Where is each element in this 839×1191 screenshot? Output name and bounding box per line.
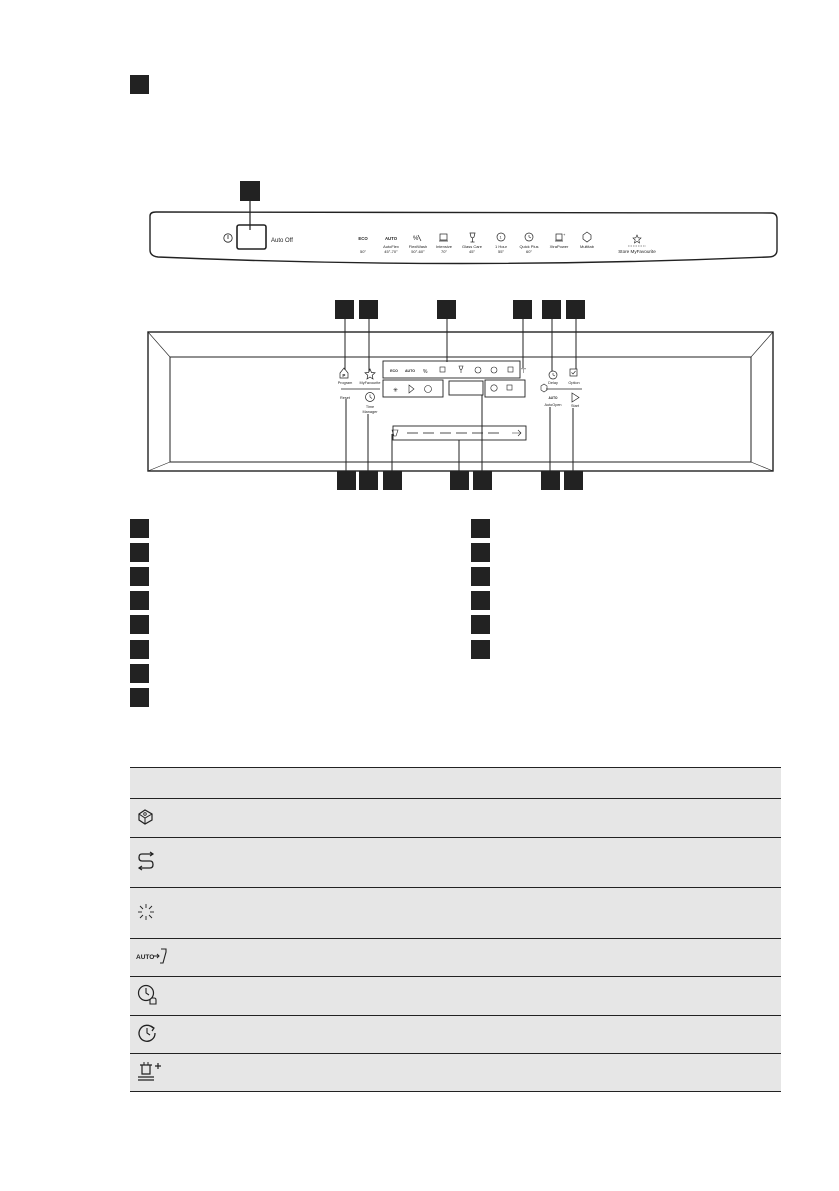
legend-marker — [130, 567, 149, 586]
prog-1hour-temp: 55° — [497, 249, 505, 254]
store-myfavourite-label: Store MyFavourite — [618, 249, 656, 254]
legend-marker — [130, 591, 149, 610]
legend-marker — [130, 543, 149, 562]
xtrapower-icon — [555, 232, 566, 241]
manager-label: Manager — [362, 410, 378, 414]
mini-intensive-icon — [440, 367, 445, 372]
legend-marker — [471, 591, 490, 610]
time-manager-icon — [136, 983, 160, 1007]
prog-glass-name: Glass Care — [461, 244, 483, 249]
prog-glass-temp: 45° — [468, 249, 476, 254]
svg-text:+: + — [563, 232, 566, 237]
start-label: Start — [570, 404, 580, 408]
prog-eco-icon: ECO — [358, 236, 368, 241]
mini-1hour-icon — [475, 367, 481, 373]
myfavourite-icon[interactable] — [365, 369, 375, 379]
end-indicator-icon — [512, 430, 521, 436]
svg-text:AUTO: AUTO — [136, 954, 155, 961]
mini-auto: AUTO — [404, 369, 416, 373]
legend-marker — [471, 567, 490, 586]
prog-quickplus-name: Quick Plus — [519, 244, 539, 249]
multitab-small-icon — [541, 384, 547, 392]
prog-multitab-name: Multitab — [579, 244, 595, 249]
table-row — [130, 1016, 781, 1054]
program-label: Program — [337, 381, 353, 385]
table-row — [130, 1054, 781, 1092]
multitab-indicator-icon — [425, 386, 432, 393]
option-label: Option — [568, 381, 580, 385]
multitab-icon — [583, 232, 591, 242]
autoopen-label: AutoOpen — [544, 403, 562, 407]
rinse-aid-icon — [136, 850, 158, 872]
svg-text:1: 1 — [499, 234, 502, 240]
rinse-indicator-icon — [409, 385, 414, 393]
mini-eco: ECO — [390, 369, 398, 373]
prog-1hour-name: 1 Hour — [494, 244, 508, 249]
start-icon[interactable] — [572, 393, 579, 402]
top-control-panel — [150, 181, 777, 264]
auto-off-label: Auto Off — [271, 238, 293, 244]
legend-marker — [471, 543, 490, 562]
salt-sparkle-icon — [136, 902, 156, 922]
mini-quickplus-icon — [491, 367, 497, 373]
glass-icon — [470, 233, 475, 242]
mini-xtrapower-icon — [508, 367, 513, 372]
prog-quickplus-temp: 60° — [525, 249, 533, 254]
prog-flexiwash-name: FlexiWash — [408, 244, 428, 249]
star-icon — [633, 235, 641, 243]
prog-auto-icon: AUTO — [384, 236, 398, 241]
timer-indicator-icon — [491, 385, 497, 391]
prog-intensive-temp: 70° — [440, 249, 448, 254]
multitab-icon — [136, 807, 156, 827]
svg-text:%: % — [413, 236, 419, 242]
prog-autoflex-name: AutoFlex — [383, 244, 399, 249]
flexiwash-icon — [413, 235, 421, 242]
quick-plus-icon — [525, 233, 533, 241]
time-label: Time — [365, 405, 375, 409]
table-row — [130, 888, 781, 939]
auto-open-icon — [136, 946, 170, 966]
svg-text:P: P — [342, 373, 346, 378]
table-header — [130, 768, 781, 799]
prog-eco-temp: 50° — [359, 249, 367, 254]
table-row — [130, 939, 781, 977]
legend-marker — [130, 688, 149, 707]
prog-flexiwash-temp: 50°-60° — [411, 249, 425, 254]
mini-flexiwash-icon: % — [423, 369, 428, 375]
reset-label: Reset — [340, 396, 350, 400]
prog-xtrapower-name: XtraPower — [549, 244, 569, 249]
time-display — [449, 381, 483, 395]
legend-marker — [471, 615, 490, 634]
legend-marker — [471, 519, 490, 538]
signal-icon: "|" — [521, 368, 526, 374]
power-button[interactable] — [237, 225, 266, 249]
intensive-icon — [439, 234, 448, 241]
legend-marker — [130, 615, 149, 634]
delay-label: Delay — [548, 381, 558, 385]
legend-marker — [471, 640, 490, 659]
prog-intensive-name: Intensive — [435, 244, 453, 249]
prog-autoflex-temp: 45°-70° — [384, 249, 398, 254]
legend-marker — [130, 640, 149, 659]
time-manager-icon[interactable] — [366, 393, 375, 402]
marker-1 — [240, 181, 260, 201]
option-icon[interactable] — [570, 369, 577, 376]
table-row — [130, 977, 781, 1016]
xtrapower-icon — [136, 1059, 166, 1083]
myfavourite-label: MyFavourite — [359, 381, 381, 385]
autoopen-icon: AUTO — [548, 396, 558, 400]
delay-icon[interactable] — [549, 371, 557, 379]
one-hour-icon — [497, 233, 505, 241]
delay-icon — [136, 1022, 158, 1044]
program-indicators — [383, 361, 520, 378]
indicator-table — [130, 767, 781, 1092]
table-row — [130, 799, 781, 838]
program-icon[interactable] — [340, 368, 348, 378]
legend-marker — [130, 664, 149, 683]
table-row — [130, 838, 781, 888]
salt-indicator-icon: ✳ — [393, 388, 399, 394]
legend-marker — [130, 519, 149, 538]
front-panel — [148, 332, 773, 471]
xtra-indicator-icon — [507, 385, 512, 390]
mini-glass-icon — [459, 366, 463, 373]
